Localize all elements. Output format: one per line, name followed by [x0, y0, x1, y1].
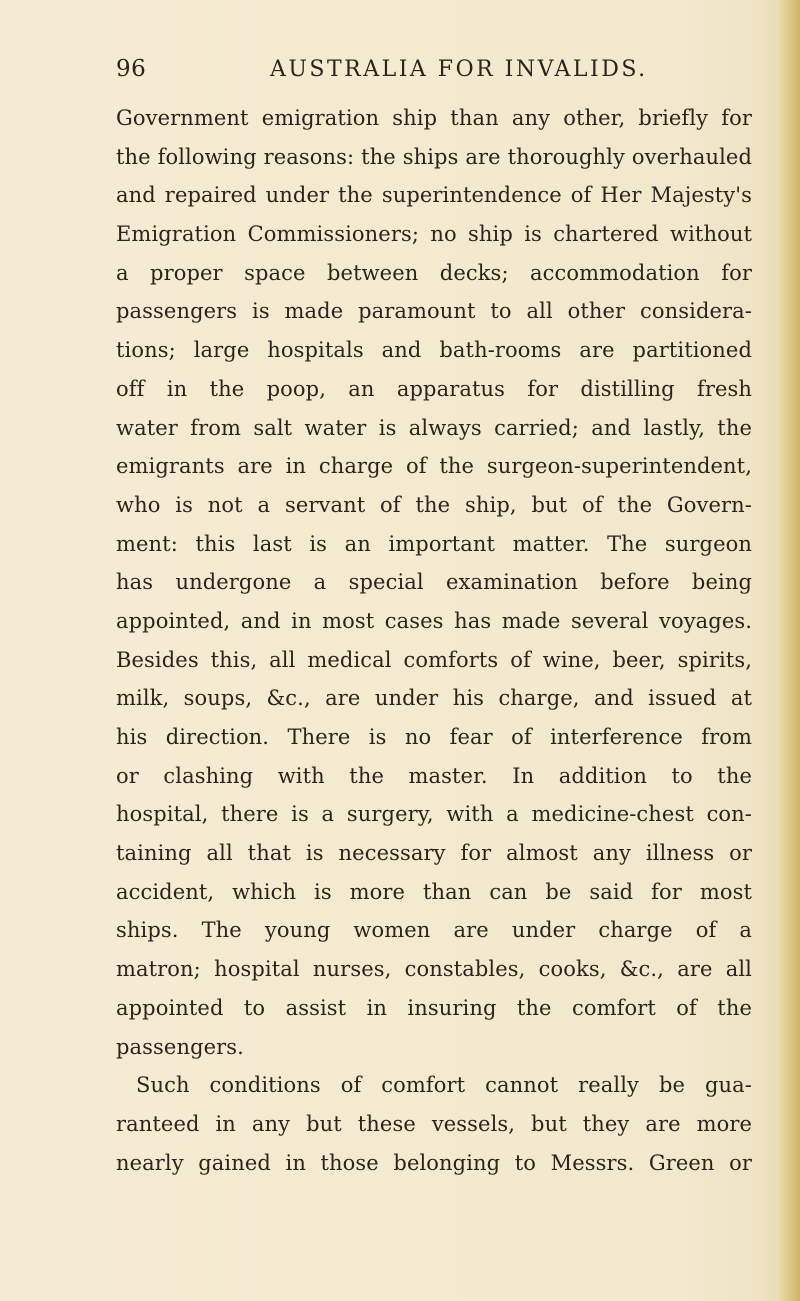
text-line: passengers. [116, 1034, 244, 1059]
text-line: matron; hospital nurses, constables, cooks, &c., are all [116, 957, 752, 982]
text-line: hospital, there is a surgery, with a medicine-chest con- [116, 802, 752, 827]
text-line: accident, which is more than can be said for most [116, 879, 752, 904]
page-edge-shading [778, 0, 800, 1301]
text-line: appointed to assist in insuring the comfort of the [116, 995, 752, 1020]
text-line: and repaired under the superintendence of Her Majesty's [116, 183, 752, 208]
text-line: Emigration Commissioners; no ship is chartered without [116, 222, 752, 247]
text-line: passengers is made paramount to all other considera- [116, 299, 752, 324]
text-line: appointed, and in most cases has made several voyages. [116, 608, 752, 633]
text-line: taining all that is necessary for almost any illness or [116, 841, 752, 866]
text-line: water from salt water is always carried; and lastly, the [116, 415, 752, 440]
text-line: ment: this last is an important matter. The surgeon [116, 531, 752, 556]
text-line: Besides this, all medical comforts of wine, beer, spirits, [116, 647, 752, 672]
text-line: nearly gained in those belonging to Messrs. Green or [116, 1150, 752, 1175]
text-line: ships. The young women are under charge of a [116, 918, 752, 943]
text-line: a proper space between decks; accommodation for [116, 260, 752, 285]
text-line: the following reasons: the ships are thoroughly overhauled [116, 144, 752, 169]
text-line: off in the poop, an apparatus for distilling fresh [116, 376, 752, 401]
text-line: who is not a servant of the ship, but of the Govern- [116, 492, 752, 517]
text-line: his direction. There is no fear of interference from [116, 725, 752, 749]
text-line: Government emigration ship than any other, briefly for [116, 106, 752, 130]
text-line: tions; large hospitals and bath-rooms are partitioned [116, 338, 752, 363]
text-line: emigrants are in charge of the surgeon-superintendent, [116, 454, 752, 479]
page-number: 96 [116, 56, 147, 82]
text-line: ranteed in any but these vessels, but they are more [116, 1111, 752, 1136]
text-line: has undergone a special examination before being [116, 570, 752, 595]
text-line: Such conditions of comfort cannot really be gua- [136, 1073, 752, 1098]
body-text [116, 99, 752, 1182]
text-line: or clashing with the master. In addition to the [116, 763, 752, 788]
page-header [116, 56, 736, 96]
text-line: milk, soups, &c., are under his charge, and issued at [116, 686, 752, 711]
running-head: AUSTRALIA FOR INVALIDS. [270, 57, 648, 82]
